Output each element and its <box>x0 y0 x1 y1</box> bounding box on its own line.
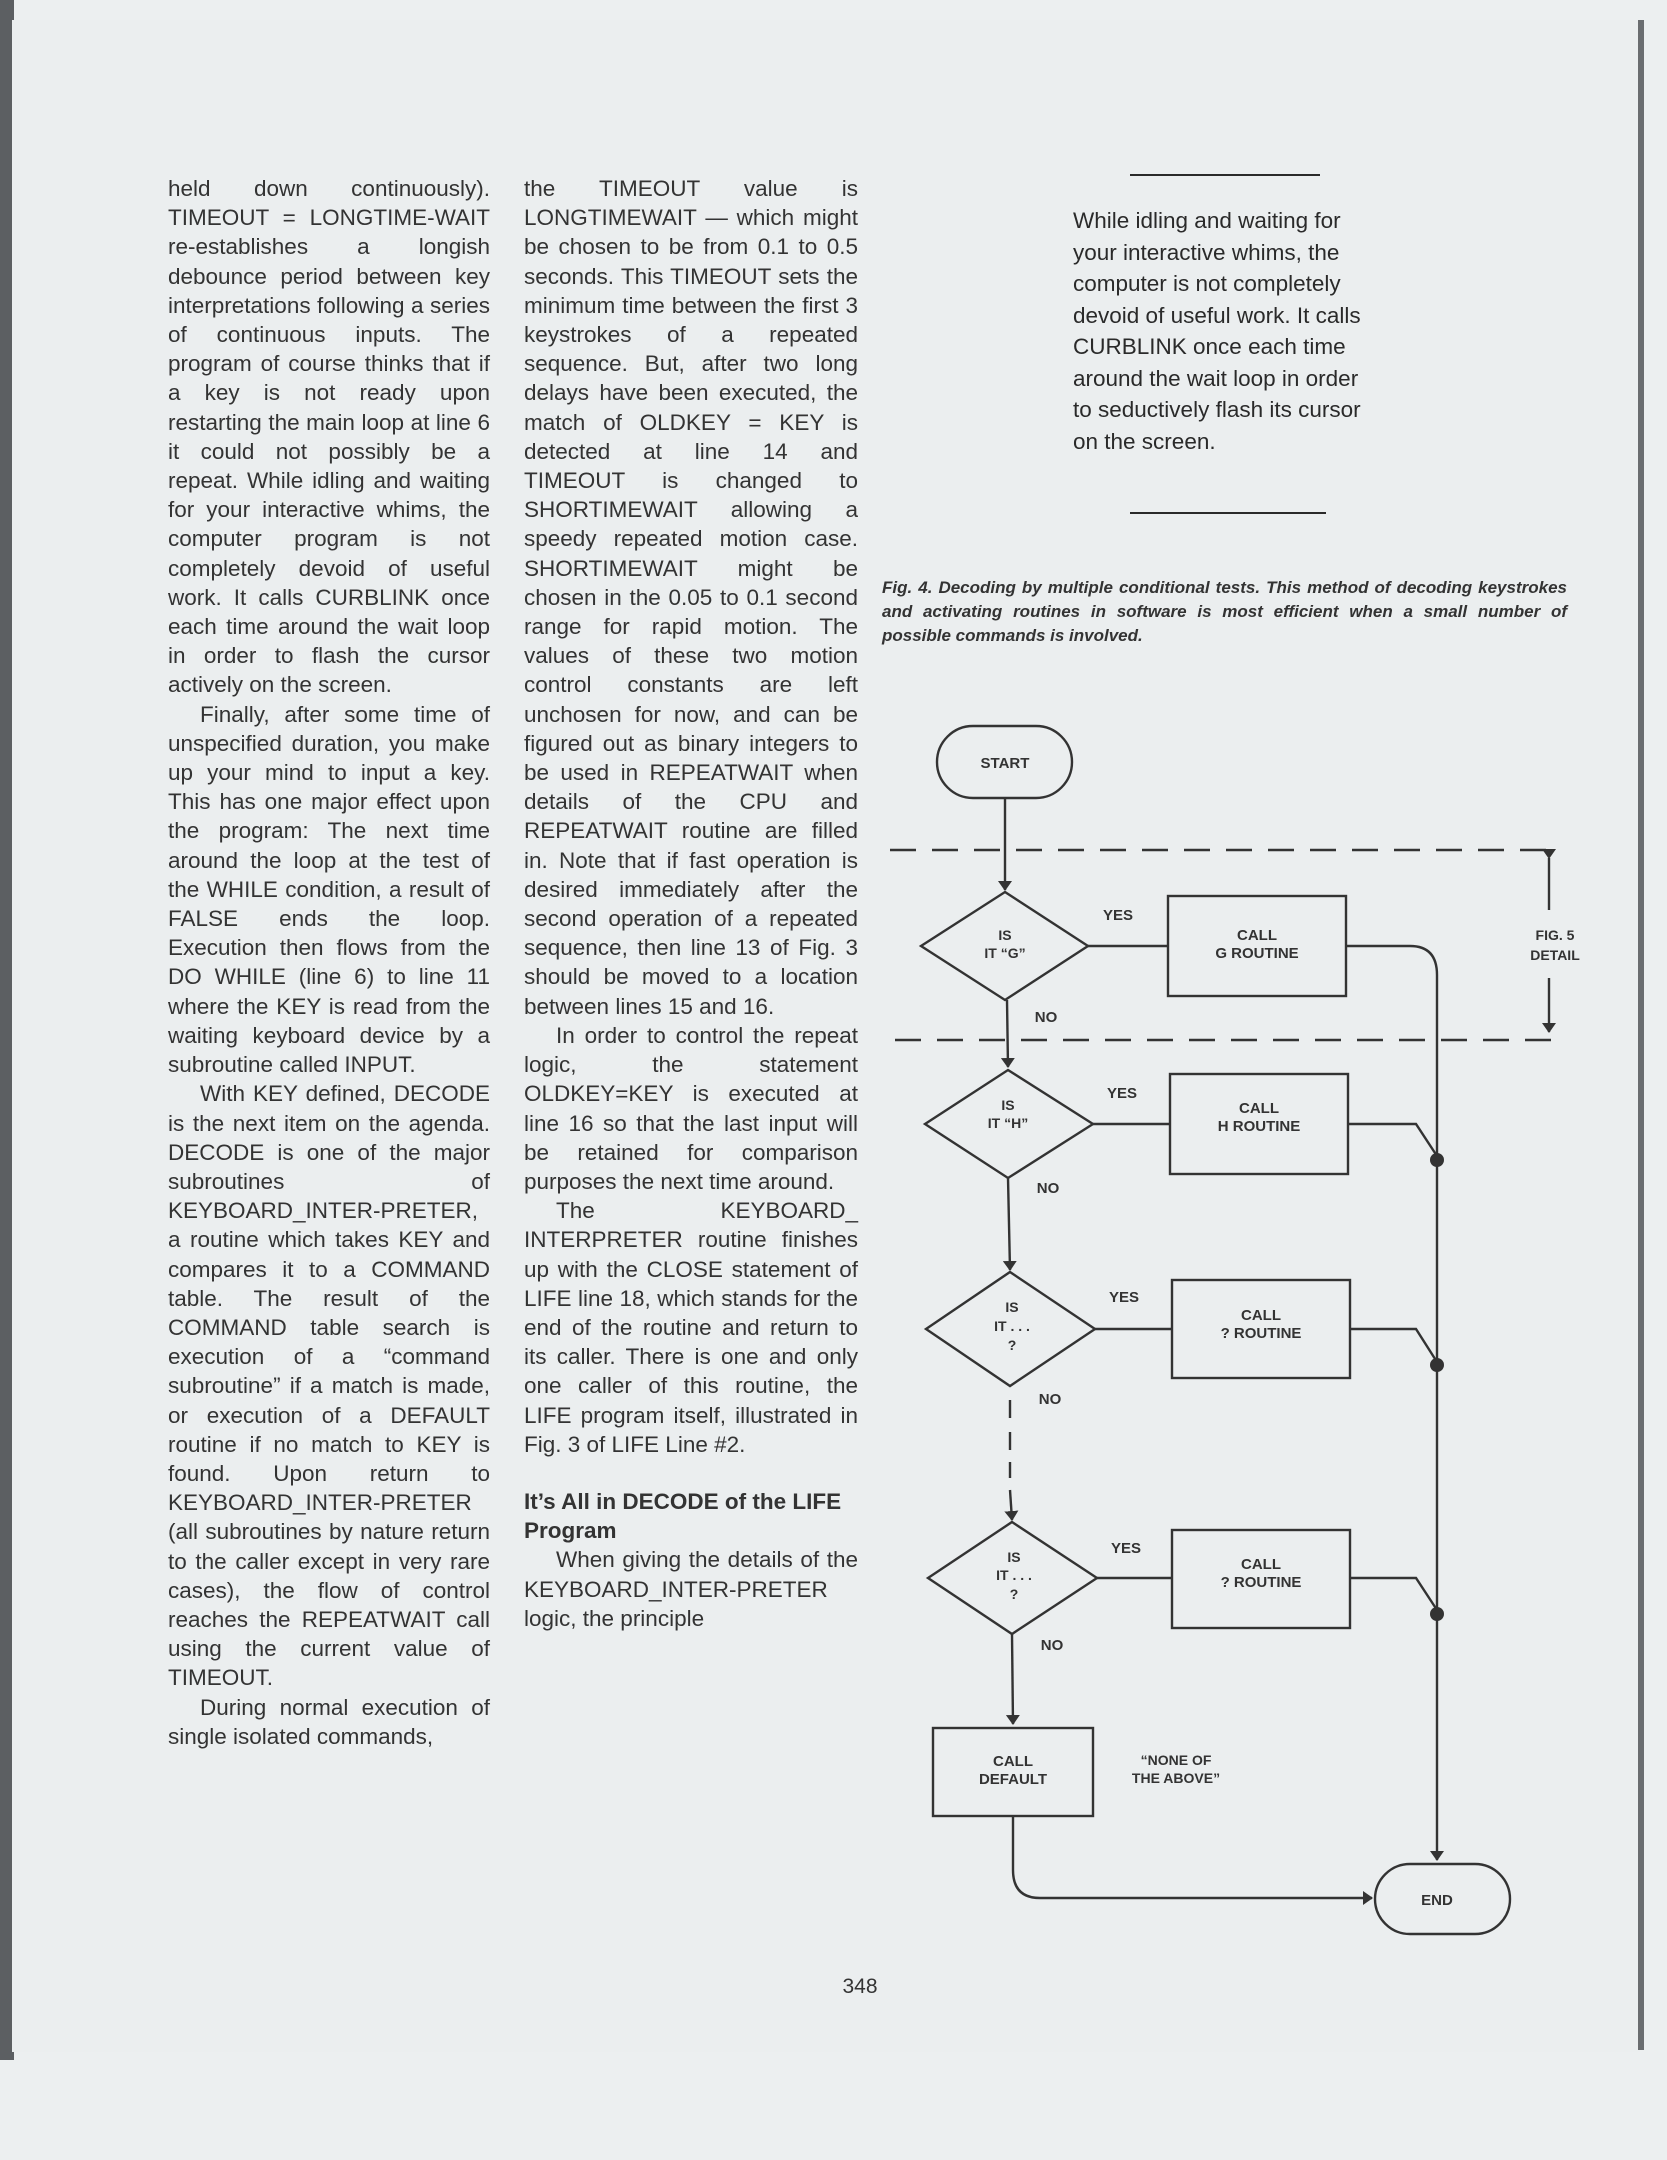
fig5-label-line1: FIG. 5 <box>1535 927 1575 943</box>
decision-3-line2: IT . . . <box>994 1318 1030 1334</box>
yes-label-1: YES <box>1102 907 1134 924</box>
col1-paragraph-2: Finally, after some time of unspecified duration, you make up your mind to input a key. This has one major effect upon the program: The next time around the loop at the test of the WHILE condition, a result of FALSE ends the loop. Execution then flows from the DO WHILE (line 6) to line 11 where the KEY is read from the waiting keyboard device by a subroutine called INPUT. <box>168 701 490 1078</box>
junction-dot-3 <box>1430 1607 1444 1621</box>
return-line-3 <box>1350 1329 1437 1362</box>
decision-4-line1: IS <box>1007 1549 1021 1565</box>
flow-default-to-end <box>1013 1816 1372 1898</box>
junction-dot-1 <box>1430 1153 1444 1167</box>
yes-label-3: YES <box>1108 1289 1140 1306</box>
col1-paragraph-3: With KEY defined, DECODE is the next item on the agenda. DECODE is one of the major subroutines of KEYBOARD_INTER-PRETER, a routine which takes KEY and compares it to a COMMAND table. The result of the COMMAND table search is execution of a “command subroutine” if a match is made, or execution of a DEFAULT routine if no match to KEY is found. Upon return to KEYBOARD_INTER-PRETER (all subroutines by nature return to the caller except in very rare cases), the flow of control reaches the REPEATWAIT call using the current value of TIMEOUT. <box>168 1081 490 1691</box>
call-3-line1: CALL <box>1241 1307 1281 1324</box>
col2-paragraph-4: When giving the details of the KEYBOARD_INTER-PRETER logic, the principle <box>524 1547 858 1631</box>
col2-paragraph-2: In order to control the repeat logic, the statement OLDKEY=KEY is executed at line 16 so that the last input will be retained for comparison purposes the next time around. <box>524 1022 858 1194</box>
flow-to-d4 <box>1010 1490 1012 1520</box>
no-label-3: NO <box>1038 1391 1062 1408</box>
decision-2-line1: IS <box>1001 1097 1015 1113</box>
no-label-1: NO <box>1034 1009 1058 1026</box>
flow-d4-to-default <box>1012 1634 1013 1724</box>
call-3-line2: ? ROUTINE <box>1220 1325 1302 1342</box>
pullquote: While idling and waiting for your interactive whims, the computer is not completely devoid of useful work. It calls CURBLINK once each time around the wait loop in order to seductively flash its cursor on the screen. <box>1073 208 1361 454</box>
no-label-2: NO <box>1036 1180 1060 1197</box>
call-1-line2: G ROUTINE <box>1215 945 1299 962</box>
decision-4-line3: ? <box>1009 1586 1019 1602</box>
decision-1-line1: IS <box>998 927 1012 943</box>
return-line-2 <box>1348 1124 1437 1156</box>
default-line2: DEFAULT <box>978 1771 1048 1788</box>
return-line-4 <box>1350 1578 1437 1610</box>
flow-d1-to-d2 <box>1007 1000 1008 1067</box>
call-1-line1: CALL <box>1237 927 1277 944</box>
yes-label-4: YES <box>1110 1540 1142 1557</box>
flow-d2-to-d3 <box>1008 1178 1010 1270</box>
fig5-label-line2: DETAIL <box>1530 947 1580 963</box>
end-label: END <box>1421 1892 1453 1909</box>
section-heading: It’s All in DECODE of the LIFE Program <box>524 1488 842 1544</box>
call-2-line1: CALL <box>1239 1100 1279 1117</box>
start-label: START <box>980 755 1030 772</box>
call-4-line2: ? ROUTINE <box>1220 1574 1302 1591</box>
call-2-line2: H ROUTINE <box>1217 1118 1301 1135</box>
decision-4-line2: IT . . . <box>996 1567 1032 1583</box>
none-label-line1: “NONE OF <box>1140 1752 1212 1768</box>
col2-paragraph-3: The KEYBOARD_ INTERPRETER routine finishes up with the CLOSE statement of LIFE line 18, which stands for the end of the routine and return to its caller. There is one and only one caller of this routine, the LIFE program itself, illustrated in Fig. 3 of LIFE Line #2. <box>524 1198 858 1457</box>
col2-paragraph-1: the TIMEOUT value is LONGTIMEWAIT — which might be chosen to be from 0.1 to 0.5 seconds. This TIMEOUT sets the minimum time between the first 3 keystrokes of a repeated sequence. But, after two long delays have been executed, the match of OLDKEY = KEY is detected at line 14 and TIMEOUT is changed to SHORTIMEWAIT allowing a speedy repeated motion case. SHORTIMEWAIT might be chosen in the 0.05 to 0.1 second range for rapid motion. The values of these two motion control constants are left unchosen for now, and can be figured out as binary integers to be used in REPEATWAIT when details of the CPU and REPEATWAIT routine are filled in. Note that if fast operation is desired immediately after the second operation of a repeated sequence, then line 13 of Fig. 3 should be moved to a location between lines 15 and 16. <box>524 176 858 1019</box>
yes-label-2: YES <box>1106 1085 1138 1102</box>
default-line1: CALL <box>993 1753 1033 1770</box>
return-bus <box>1346 946 1437 1860</box>
none-label-line2: THE ABOVE” <box>1131 1770 1221 1786</box>
decision-3-line1: IS <box>1005 1299 1019 1315</box>
col1-paragraph-1: held down continuously). TIMEOUT = LONGTIME-WAIT re-establishes a longish debounce period between key interpretations following a series of continuous inputs. The program of course thinks that if a key is not ready upon restarting the main loop at line 6 it could not possibly be a repeat. While idling and waiting for your interactive whims, the computer program is not completely devoid of useful work. It calls CURBLINK once each time around the wait loop in order to flash the cursor actively on the screen. <box>168 176 490 698</box>
call-4-line1: CALL <box>1241 1556 1281 1573</box>
decision-1-line2: IT “G” <box>984 945 1026 961</box>
page-number: 348 <box>842 1975 878 1998</box>
figure-caption: Fig. 4. Decoding by multiple conditional tests. This method of decoding keystrokes and activating routines in software is most efficient when a small number of possible commands is involved. <box>882 578 1567 645</box>
col1-paragraph-4: During normal execution of single isolated commands, <box>168 1694 490 1749</box>
junction-dot-2 <box>1430 1358 1444 1372</box>
decision-3-line3: ? <box>1007 1337 1017 1353</box>
no-label-4: NO <box>1040 1637 1064 1654</box>
decision-2-line2: IT “H” <box>987 1115 1029 1131</box>
